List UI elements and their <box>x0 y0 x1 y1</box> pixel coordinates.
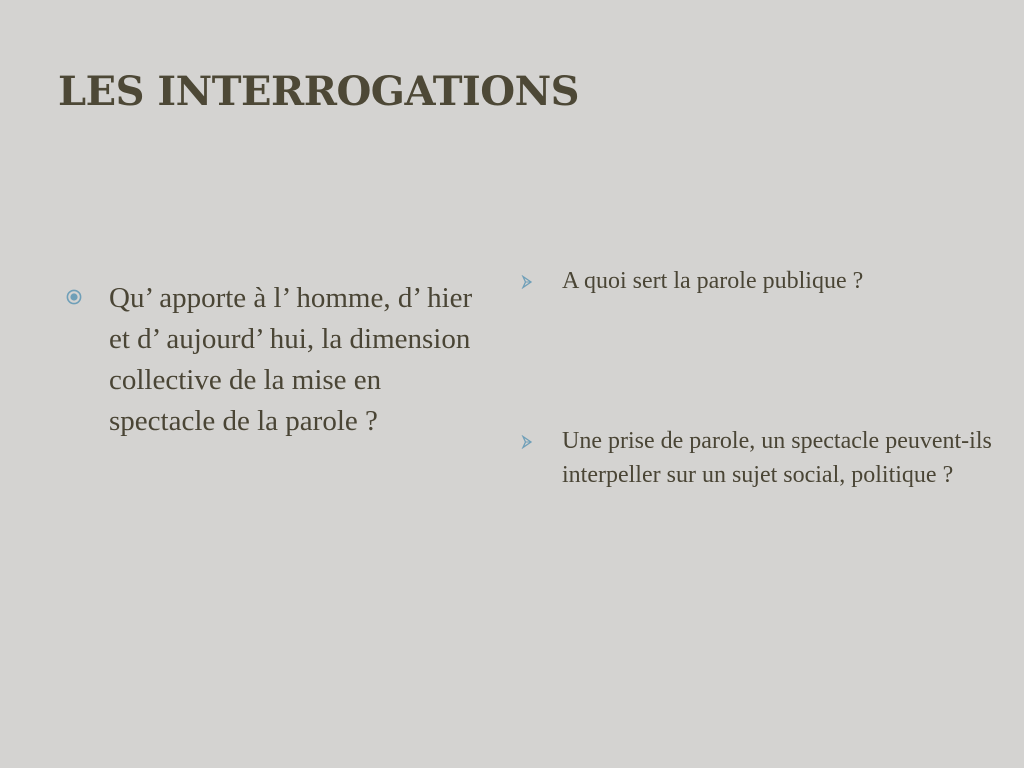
right-content-column <box>520 264 1010 492</box>
arrow-bullet-icon <box>520 435 534 449</box>
right-bullet-text: Une prise de parole, un spectacle peuvent-ils interpeller sur un sujet social, politique ? <box>562 428 992 488</box>
slide-title: LES INTERROGATIONS <box>58 68 580 115</box>
right-bullet-item <box>520 264 1010 298</box>
arrow-bullet-icon <box>520 275 534 289</box>
left-content-column <box>66 278 496 442</box>
left-bullet-text: Qu’ apporte à l’ homme, d’ hier et d’ aujourd’ hui, la dimension collective de la mise en spectacle de la parole ? <box>109 282 473 437</box>
target-bullet-icon <box>66 289 82 305</box>
left-bullet-item <box>66 278 496 442</box>
right-bullet-text: A quoi sert la parole publique ? <box>562 268 864 294</box>
right-bullet-item <box>520 424 1010 492</box>
